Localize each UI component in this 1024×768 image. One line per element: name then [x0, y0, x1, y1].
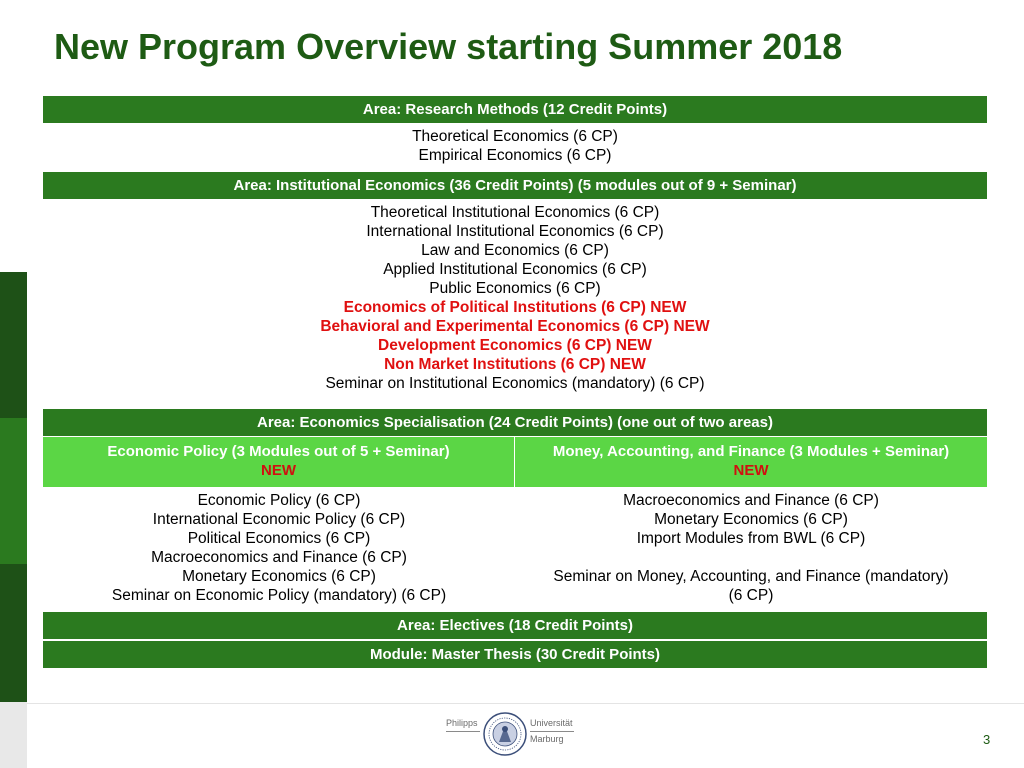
new-list-item: Non Market Institutions (6 CP) NEW [384, 356, 646, 373]
new-badge: NEW [261, 462, 296, 479]
list-item: Law and Economics (6 CP) [421, 242, 609, 259]
list-item: Empirical Economics (6 CP) [418, 147, 612, 164]
side-accent-bar-middle [0, 418, 27, 564]
list-item: Import Modules from BWL (6 CP) [636, 530, 866, 547]
list-item: Political Economics (6 CP) [187, 530, 371, 547]
list-item: Macroeconomics and Finance (6 CP) [623, 492, 879, 509]
research-methods-header: Area: Research Methods (12 Credit Points) [43, 96, 987, 123]
new-badge: NEW [733, 462, 769, 479]
list-item: Monetary Economics (6 CP) [654, 511, 848, 528]
side-accent-bar-top [0, 272, 27, 418]
page-number: 3 [983, 732, 991, 747]
money-accounting-finance-list [515, 487, 987, 612]
university-logo [446, 711, 576, 759]
institutional-economics-header: Area: Institutional Economics (36 Credit Points) (5 modules out of 9 + Seminar) [43, 172, 987, 199]
master-thesis-header: Module: Master Thesis (30 Credit Points) [43, 641, 987, 668]
new-list-item: Economics of Political Institutions (6 CP) NEW [343, 299, 687, 316]
side-accent-bar-footer [0, 702, 27, 768]
list-item: Seminar on Institutional Economics (mandatory) (6 CP) [325, 375, 705, 392]
university-seal-icon [483, 712, 527, 756]
list-item: Economic Policy (6 CP) [197, 492, 361, 509]
list-item: (6 CP) [728, 587, 774, 604]
economic-policy-list [43, 487, 515, 612]
specialisation-header-text: Economics Specialisation (24 Credit Points) (one out of two areas) [299, 414, 773, 431]
research-methods-list [43, 123, 987, 170]
specialisation-header-prefix: Area: [257, 414, 300, 431]
specialisation-header [43, 409, 987, 436]
list-item: International Institutional Economics (6 CP) [366, 223, 664, 240]
institutional-economics-list [43, 199, 987, 407]
new-list-item: Behavioral and Experimental Economics (6 CP) NEW [320, 318, 710, 335]
list-item: Seminar on Money, Accounting, and Finance (mandatory) [553, 568, 949, 585]
list-item: Public Economics (6 CP) [429, 280, 601, 297]
list-item: International Economic Policy (6 CP) [152, 511, 406, 528]
program-table [43, 96, 987, 668]
economic-policy-title: Economic Policy (3 Modules out of 5 + Seminar) [107, 443, 450, 460]
specialisation-subheaders [43, 437, 987, 487]
money-accounting-finance-header [515, 437, 987, 487]
list-item: Macroeconomics and Finance (6 CP) [151, 549, 407, 566]
logo-text-marburg: Marburg [530, 734, 564, 744]
side-accent-bar-bottom [0, 564, 27, 702]
list-item: Applied Institutional Economics (6 CP) [383, 261, 647, 278]
list-item: Monetary Economics (6 CP) [182, 568, 376, 585]
economic-policy-header [43, 437, 515, 487]
logo-text-philipps: Philipps [446, 718, 478, 728]
list-item: Seminar on Economic Policy (mandatory) (6 CP) [111, 587, 447, 604]
logo-text-universitat: Universität [530, 718, 573, 728]
footer-divider [27, 703, 1024, 704]
list-item: Theoretical Economics (6 CP) [412, 128, 618, 145]
new-list-item: Development Economics (6 CP) NEW [378, 337, 652, 354]
page-title: New Program Overview starting Summer 2018 [54, 26, 843, 67]
money-accounting-finance-title: Money, Accounting, and Finance (3 Modules + Seminar) [552, 443, 950, 460]
electives-header: Area: Electives (18 Credit Points) [43, 612, 987, 639]
list-item: Theoretical Institutional Economics (6 CP) [370, 204, 660, 221]
specialisation-lists [43, 487, 987, 612]
